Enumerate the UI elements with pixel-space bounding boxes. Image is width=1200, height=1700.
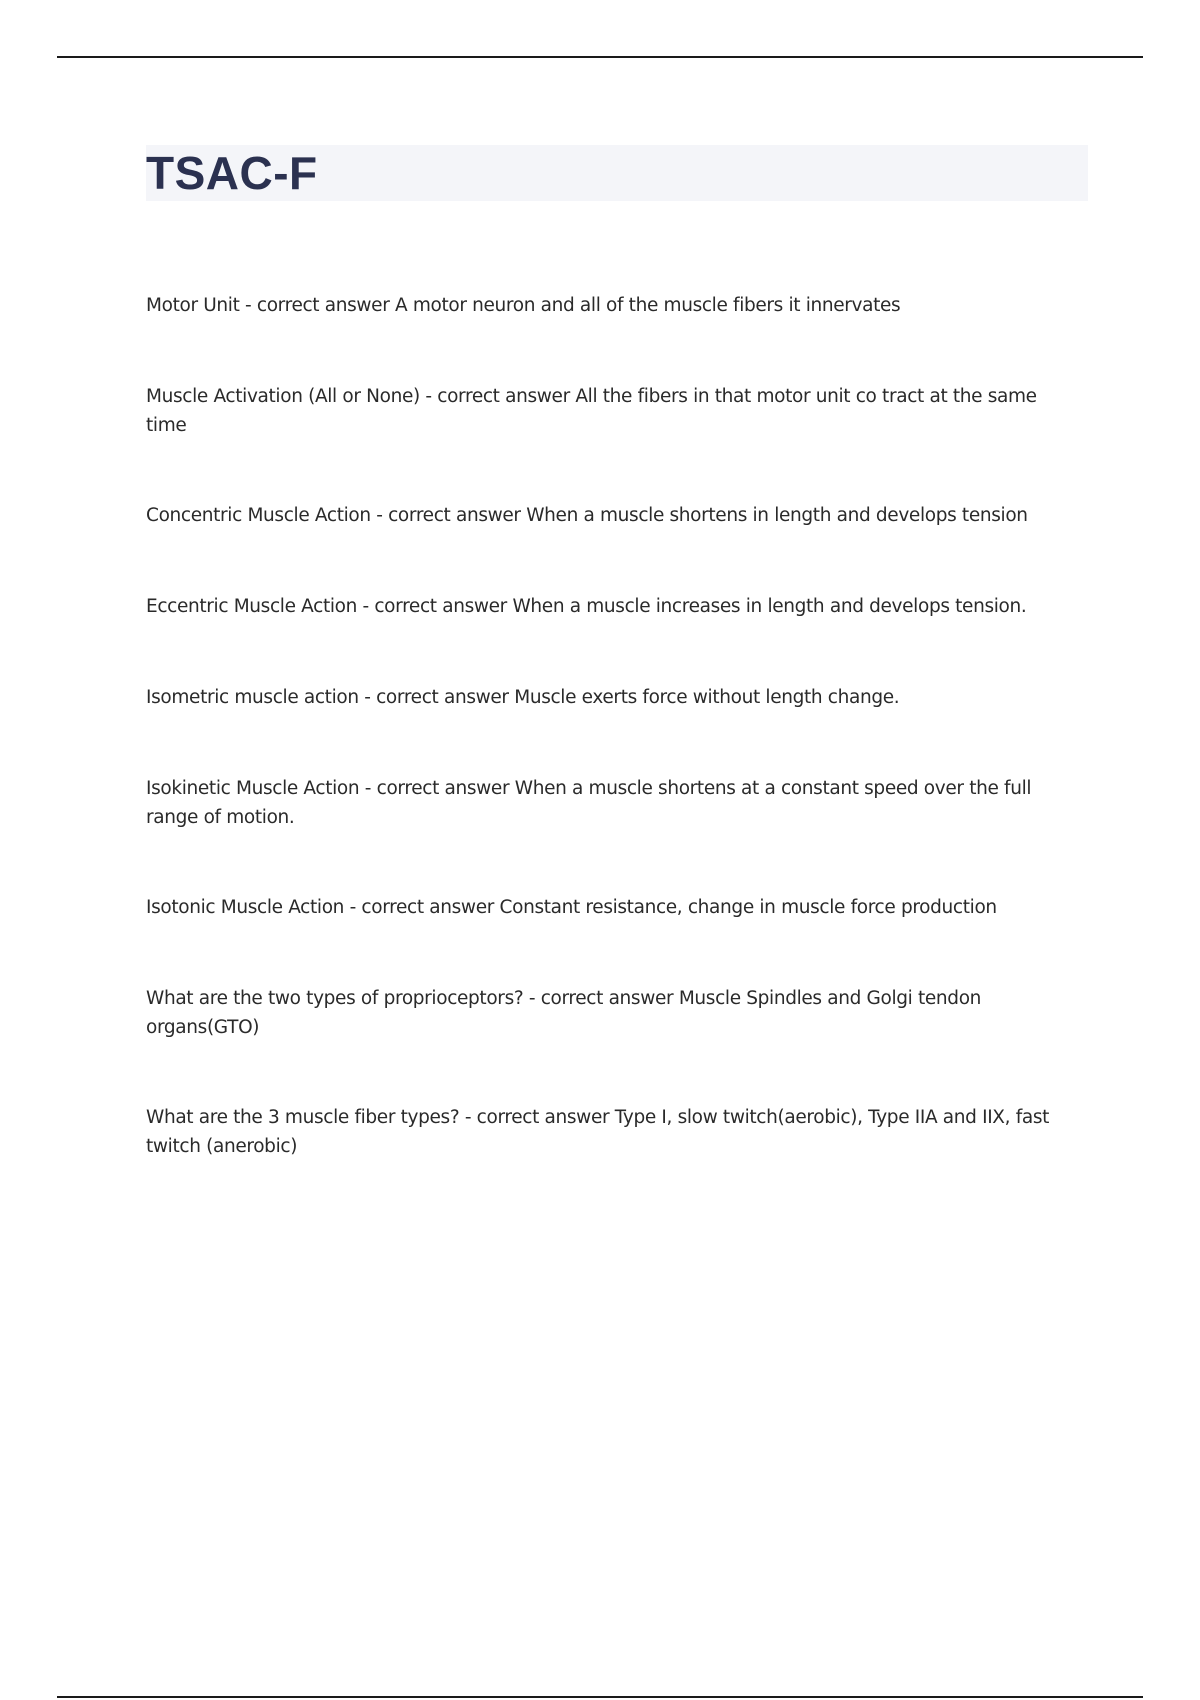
top-divider bbox=[57, 56, 1143, 58]
flashcard-entry: Muscle Activation (All or None) - correct answer All the fibers in that motor unit co tract at the same time bbox=[146, 386, 1037, 436]
flashcard-entry: Isokinetic Muscle Action - correct answer When a muscle shortens at a constant speed over the full range of motion. bbox=[146, 778, 1032, 828]
flashcard-entry: Motor Unit - correct answer A motor neuron and all of the muscle fibers it innervates bbox=[146, 295, 901, 316]
bottom-divider bbox=[57, 1696, 1143, 1698]
flashcard-entry: Isotonic Muscle Action - correct answer Constant resistance, change in muscle force production bbox=[146, 897, 997, 918]
flashcard-entry: Isometric muscle action - correct answer Muscle exerts force without length change. bbox=[146, 687, 900, 708]
flashcard-entry: Concentric Muscle Action - correct answer When a muscle shortens in length and develops tension bbox=[146, 505, 1028, 526]
flashcard-entry: What are the two types of proprioceptors? - correct answer Muscle Spindles and Golgi tendon organs(GTO) bbox=[146, 988, 982, 1038]
document-title: TSAC-F bbox=[146, 147, 318, 199]
flashcard-entry: What are the 3 muscle fiber types? - correct answer Type I, slow twitch(aerobic), Type IIA and IIX, fast twitch (anerobic) bbox=[146, 1107, 1050, 1157]
flashcard-entry: Eccentric Muscle Action - correct answer When a muscle increases in length and develops tension. bbox=[146, 596, 1027, 617]
